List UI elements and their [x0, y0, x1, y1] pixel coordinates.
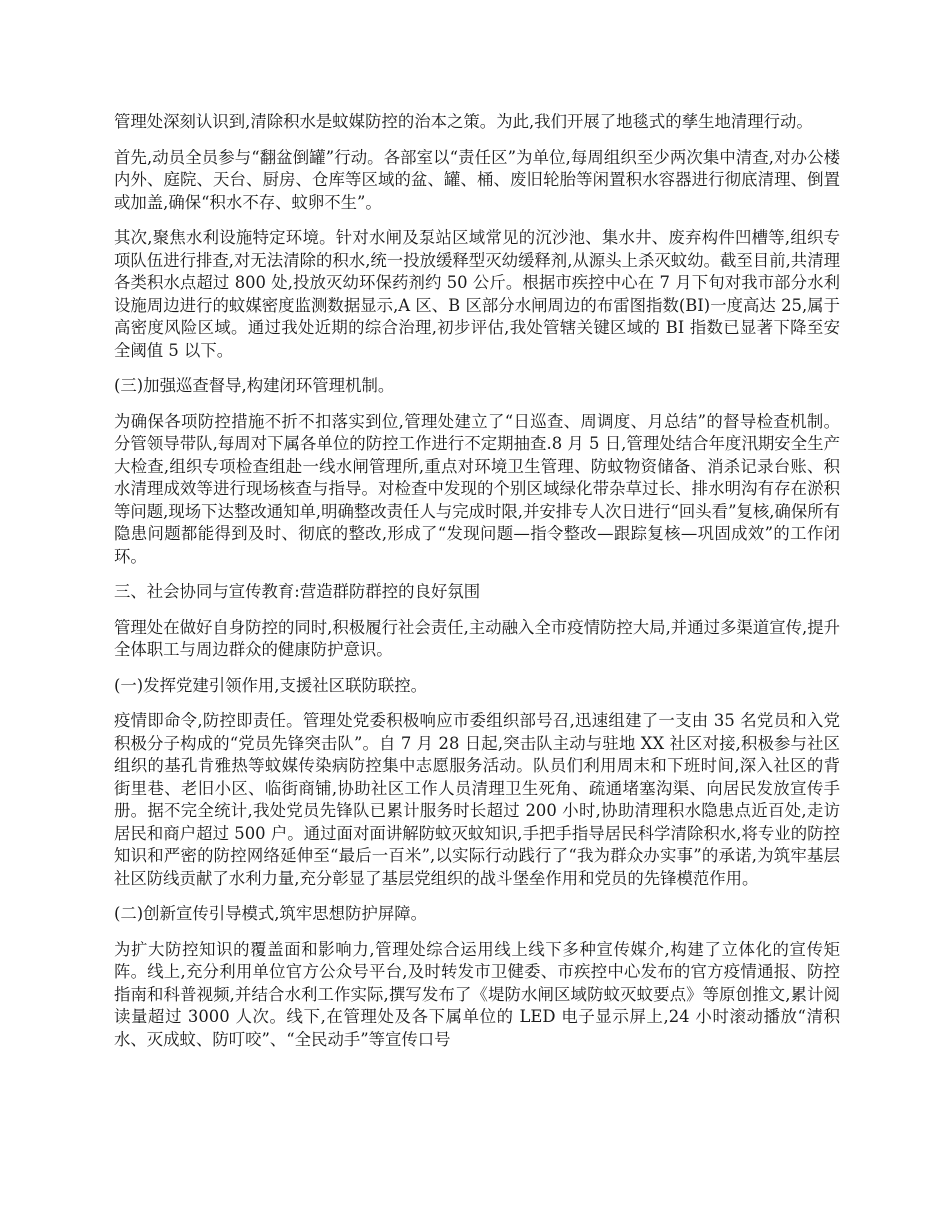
section-heading-social-coordination: 三、社会协同与宣传教育:营造群防群控的良好氛围: [114, 582, 481, 601]
paragraph-publicity-matrix: 为扩大防控知识的覆盖面和影响力,管理处综合运用线上线下多种宣传媒介,构建了立体化的宣传矩阵。线上,充分利用单位官方公众号平台,及时转发市卫健委、市疾控中心发布的官方疫情通报、防控指南和科普视频,并结合水利工作实际,撰写发布了《堤防水闸区域防蚊灭蚊要点》等原创推文,累计阅读量超过 3000 人次。线下,在管理处及各下属单位的 LED 电子显示屏上,24 小时滚动播放“清积水、灭成蚊、防叮咬”、“全民动手”等宣传口号: [114, 939, 840, 1049]
subheading-inspection-supervision: (三)加强巡查督导,构建闭环管理机制。: [114, 376, 395, 395]
paragraph-party-volunteers: 疫情即命令,防控即责任。管理处党委积极响应市委组织部号召,迅速组建了一支由 35 名党员和入党积极分子构成的“党员先锋突击队”。自 7 月 28 日起,突击队主动与驻地 XX 社区对接,积极参与社区组织的基孔肯雅热等蚊媒传染病防控集中志愿服务活动。队员们利用周末和下班时间,深入社区的背街里巷、老旧小区、临街商铺,协助社区工作人员清理卫生死角、疏通堵塞沟渠、向居民发放宣传手册。据不完全统计,我处党员先锋队已累计服务时长超过 200 小时,协助清理积水隐患点近百处,走访居民和商户超过 500 户。通过面对面讲解防蚊灭蚊知识,手把手指导居民科学清除积水,将专业的防控知识和严密的防控网络延伸至“最后一百米”,以实际行动践行了“我为群众办实事”的承诺,为筑牢基层社区防线贡献了水利力量,充分彰显了基层党组织的战斗堡垒作用和党员的先锋模范作用。: [114, 711, 840, 888]
paragraph-social-responsibility: 管理处在做好自身防控的同时,积极履行社会责任,主动融入全市疫情防控大局,并通过多渠道宣传,提升全体职工与周边群众的健康防护意识。: [114, 617, 840, 659]
paragraph-water-facilities: 其次,聚焦水利设施特定环境。针对水闸及泵站区域常见的沉沙池、集水井、废弃构件凹槽等,组织专项队伍进行排查,对无法清除的积水,统一投放缓释型灭幼缓释剂,从源头上杀灭蚊幼。截至目前,共清理各类积水点超过 800 处,投放灭幼环保药剂约 50 公斤。根据市疾控中心在 7 月下旬对我市部分水利设施周边进行的蚊媒密度监测数据显示,A 区、B 区部分水闸周边的布雷图指数(BI)一度高达 25,属于高密度风险区域。通过我处近期的综合治理,初步评估,我处管辖关键区域的 BI 指数已显著下降至安全阈值 5 以下。: [114, 228, 840, 360]
subheading-party-leadership: (一)发挥党建引领作用,支援社区联防联控。: [114, 675, 428, 695]
paragraph-inspection-mechanism: 为确保各项防控措施不折不扣落实到位,管理处建立了“日巡查、周调度、月总结”的督导检查机制。分管领导带队,每周对下属各单位的防控工作进行不定期抽查.8 月 5 日,管理处结合年度汛期安全生产大检查,组织专项检查组赴一线水闸管理所,重点对环境卫生管理、防蚊物资储备、消杀记录台账、积水清理成效等进行现场核查与指导。对检查中发现的个别区域绿化带杂草过长、排水明沟有存在淤积等问题,现场下达整改通知单,明确整改责任人与完成时限,并安排专人次日进行“回头看”复核,确保所有隐患问题都能得到及时、彻底的整改,形成了“发现问题—指令整改—跟踪复核—巩固成效”的工作闭环。: [114, 411, 841, 566]
subheading-publicity-mode: (二)创新宣传引导模式,筑牢思想防护屏障。: [114, 904, 428, 923]
paragraph-container-cleanup: 首先,动员全员参与“翻盆倒罐”行动。各部室以“责任区”为单位,每周组织至少两次集中清查,对办公楼内外、庭院、天台、厨房、仓库等区域的盆、罐、桶、废旧轮胎等闲置积水容器进行彻底清理、倒置或加盖,确保“积水不存、蚊卵不生”。: [114, 147, 840, 212]
paragraph-breeding-site-cleanup: 管理处深刻认识到,清除积水是蚊媒防控的治本之策。为此,我们开展了地毯式的孳生地清理行动。: [114, 112, 813, 131]
document-body: [114, 111, 840, 1064]
